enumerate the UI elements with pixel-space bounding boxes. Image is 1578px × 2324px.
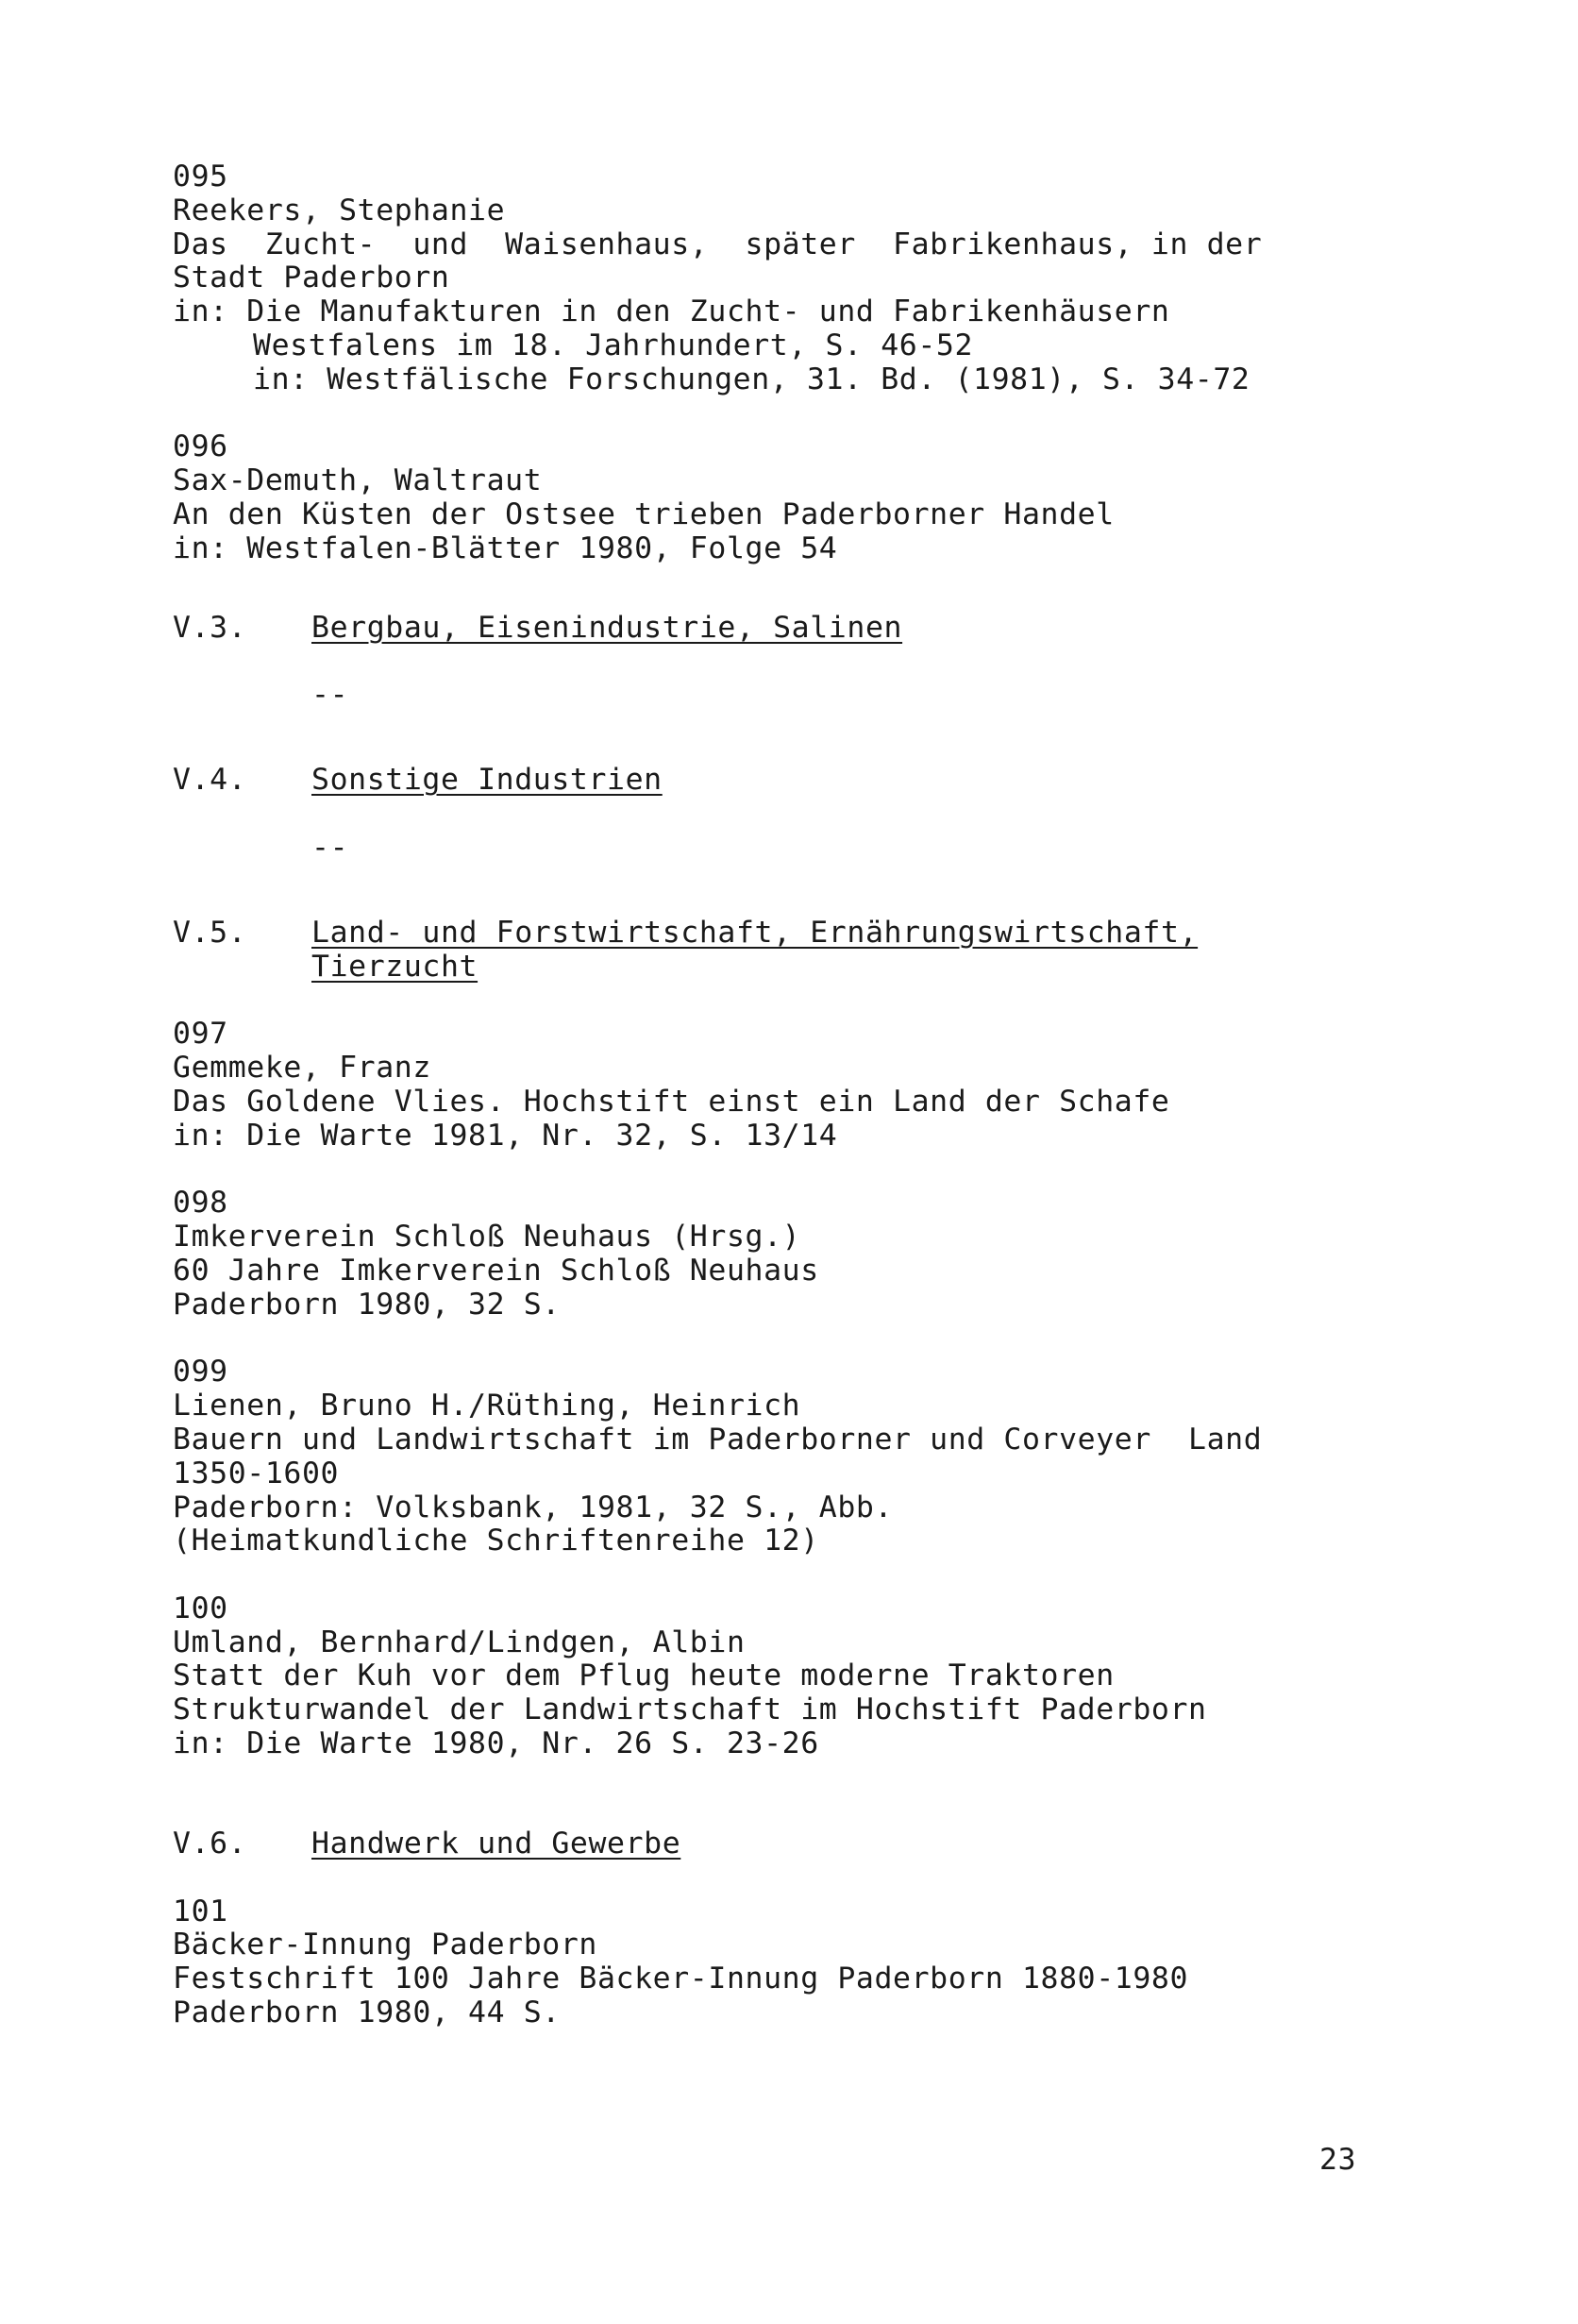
entry-source: Paderborn 1980, 44 S. xyxy=(173,1996,561,2030)
bibliography-content xyxy=(173,160,1400,2064)
entry-title: Statt der Kuh vor dem Pflug heute moderne Traktoren xyxy=(173,1659,1115,1693)
section-empty-marker: -- xyxy=(311,678,349,713)
entry-source: in: Die Manufakturen in den Zucht- und Fabrikenhäusern xyxy=(173,295,1170,329)
section-v5 xyxy=(173,917,1400,985)
bibliography-entry xyxy=(173,160,1400,397)
section-v3 xyxy=(173,612,1400,714)
entry-title: Das Goldene Vlies. Hochstift einst ein Land der Schafe xyxy=(173,1084,1170,1119)
entry-title: 60 Jahre Imkerverein Schloß Neuhaus xyxy=(173,1253,819,1288)
entry-title: Festschrift 100 Jahre Bäcker-Innung Paderborn 1880-1980 xyxy=(173,1962,1189,1996)
entry-series: (Heimatkundliche Schriftenreihe 12) xyxy=(173,1524,819,1558)
entry-number: 097 xyxy=(173,1017,228,1052)
entry-source: in: Die Warte 1981, Nr. 32, S. 13/14 xyxy=(173,1118,838,1153)
entry-number: 099 xyxy=(173,1355,228,1389)
section-title: Bergbau, Eisenindustrie, Salinen xyxy=(311,610,903,645)
entry-title: Stadt Paderborn xyxy=(173,261,450,295)
section-number: V.5. xyxy=(173,915,247,950)
entry-number: 101 xyxy=(173,1894,228,1928)
entry-source: Paderborn: Volksbank, 1981, 32 S., Abb. xyxy=(173,1490,894,1524)
section-heading xyxy=(173,764,1400,798)
entry-author: Sax-Demuth, Waltraut xyxy=(173,463,543,498)
bibliography-entry xyxy=(173,1018,1400,1153)
section-title: Sonstige Industrien xyxy=(311,763,663,798)
entry-author: Umland, Bernhard/Lindgen, Albin xyxy=(173,1625,746,1659)
section-empty-marker: -- xyxy=(311,830,349,865)
section-number: V.3. xyxy=(173,610,247,645)
section-heading xyxy=(173,917,1400,985)
section-v4 xyxy=(173,764,1400,866)
page-number: 23 xyxy=(1319,2143,1357,2177)
section-title xyxy=(311,917,1198,985)
section-number: V.4. xyxy=(173,763,247,798)
bibliography-entry xyxy=(173,1187,1400,1322)
entry-source: in: Westfälische Forschungen, 31. Bd. (1981), S. 34-72 xyxy=(253,362,1251,396)
entry-source: Paderborn 1980, 32 S. xyxy=(173,1287,561,1322)
entry-title: Das Zucht- und Waisenhaus, später Fabrikenhaus, in der xyxy=(173,227,1263,261)
entry-source: Westfalens im 18. Jahrhundert, S. 46-52 xyxy=(253,328,974,362)
section-heading xyxy=(173,1827,1400,1861)
bibliography-entry xyxy=(173,1895,1400,2030)
entry-author: Gemmeke, Franz xyxy=(173,1051,431,1086)
section-heading xyxy=(173,612,1400,646)
section-number: V.6. xyxy=(173,1826,247,1861)
entry-source: in: Die Warte 1980, Nr. 26 S. 23-26 xyxy=(173,1726,819,1761)
section-v6 xyxy=(173,1827,1400,1861)
entry-title: Strukturwandel der Landwirtschaft im Hochstift Paderborn xyxy=(173,1692,1207,1727)
entry-number: 096 xyxy=(173,429,228,464)
bibliography-entry xyxy=(173,430,1400,565)
bibliography-entry xyxy=(173,1592,1400,1761)
entry-number: 100 xyxy=(173,1591,228,1625)
entry-author: Bäcker-Innung Paderborn xyxy=(173,1928,597,1962)
entry-number: 098 xyxy=(173,1186,228,1221)
entry-source: in: Westfalen-Blätter 1980, Folge 54 xyxy=(173,530,838,565)
entry-author: Lienen, Bruno H./Rüthing, Heinrich xyxy=(173,1389,801,1423)
entry-author: Imkerverein Schloß Neuhaus (Hrsg.) xyxy=(173,1220,801,1255)
entry-number: 095 xyxy=(173,160,228,194)
entry-title: Bauern und Landwirtschaft im Paderborner und Corveyer Land xyxy=(173,1422,1263,1457)
entry-author: Reekers, Stephanie xyxy=(173,193,506,227)
section-title-line: Land- und Forstwirtschaft, Ernährungswirtschaft, xyxy=(311,915,1199,950)
section-title: Handwerk und Gewerbe xyxy=(311,1826,681,1861)
section-title-line: Tierzucht xyxy=(311,949,478,984)
entry-title: An den Küsten der Ostsee trieben Paderborner Handel xyxy=(173,497,1115,531)
bibliography-entry xyxy=(173,1356,1400,1558)
entry-title: 1350-1600 xyxy=(173,1456,340,1490)
